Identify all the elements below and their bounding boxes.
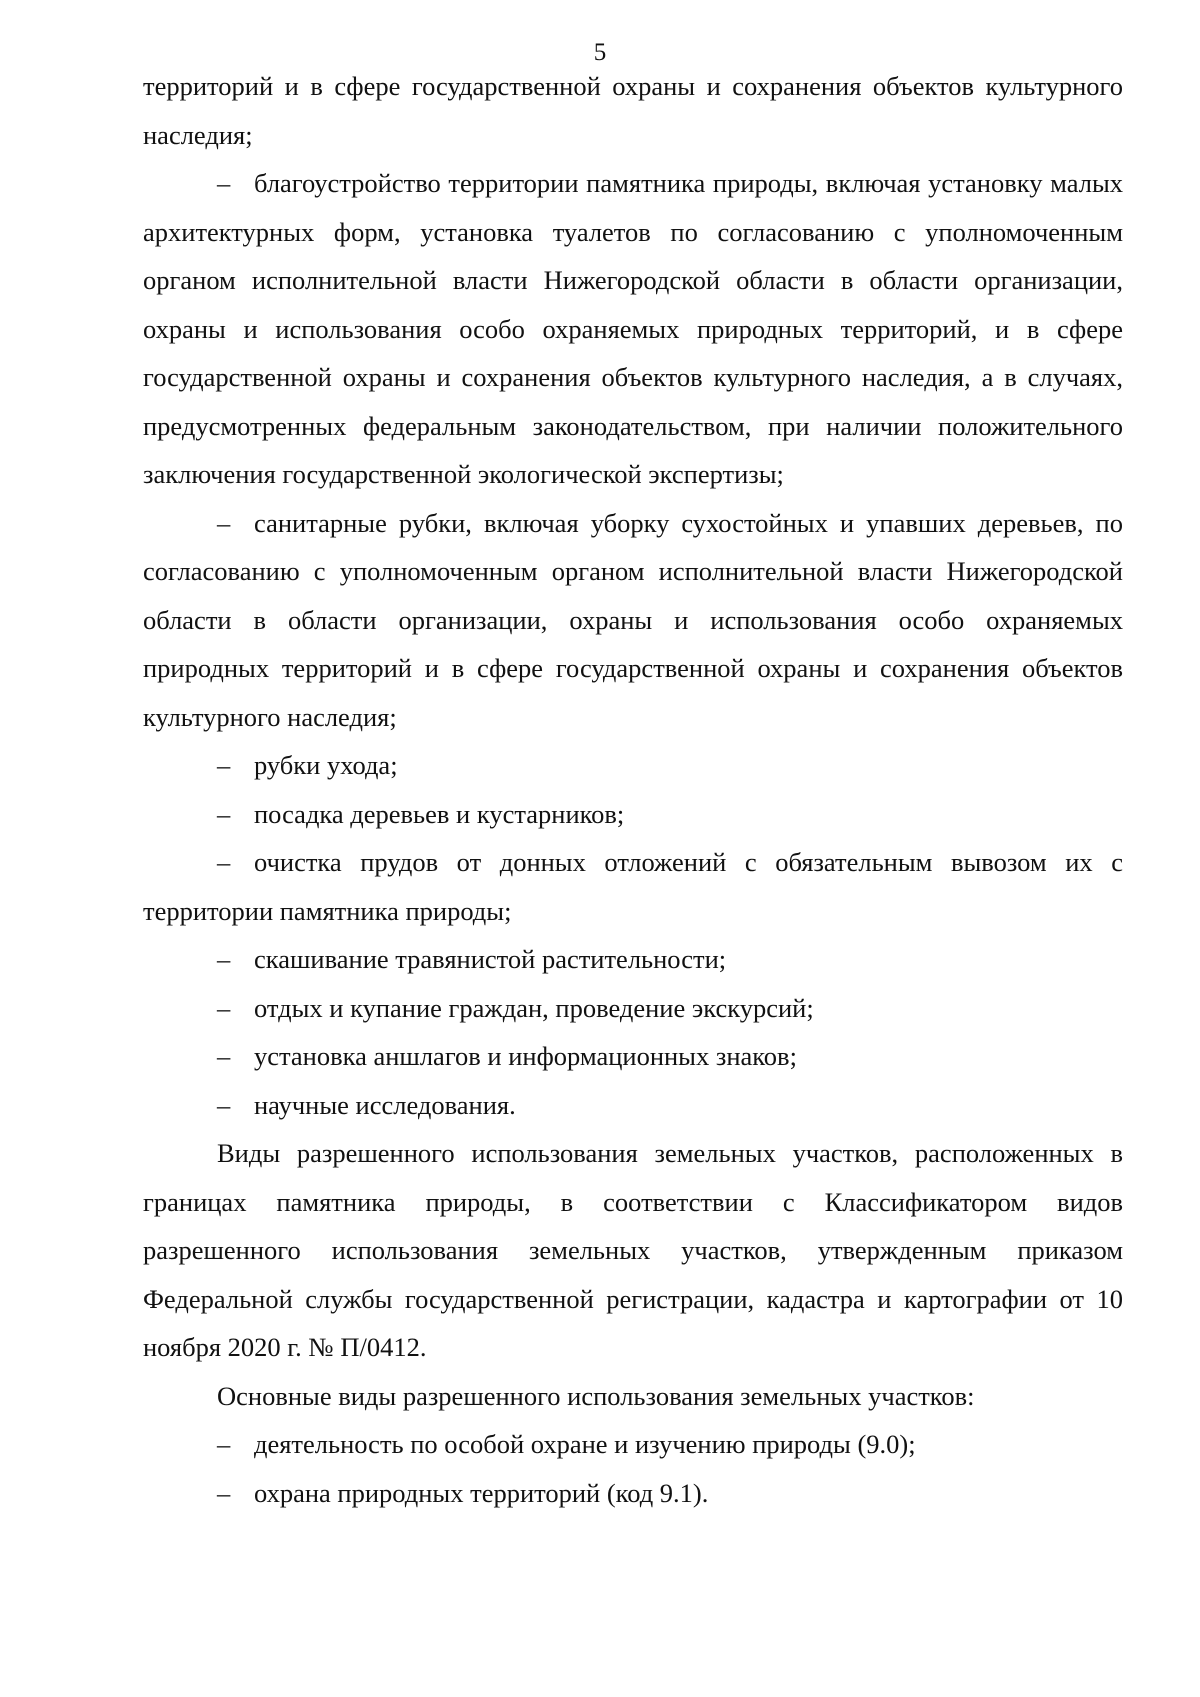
list-item	[143, 1032, 1123, 1081]
list-item-text: установка аншлагов и информационных знаков;	[254, 1041, 797, 1071]
dash-marker: –	[217, 944, 231, 974]
dash-marker: –	[217, 847, 231, 877]
list-item-text: научные исследования.	[254, 1089, 516, 1120]
list-item	[143, 159, 1123, 499]
paragraph-text: территорий и в сфере государственной охраны и сохранения объектов культурного наследия;	[143, 71, 1123, 150]
dash-marker: –	[217, 507, 231, 538]
list-item	[143, 984, 1123, 1033]
paragraph	[143, 1129, 1123, 1372]
dash-marker: –	[217, 1089, 231, 1120]
list-item	[143, 790, 1123, 839]
list-item-text: посадка деревьев и кустарников;	[254, 798, 625, 829]
dash-marker: –	[217, 168, 231, 198]
list-item-text: рубки ухода;	[254, 750, 398, 780]
list-item-text: очистка прудов от донных отложений с обязательным вывозом их с территории памятника природы;	[143, 847, 1123, 926]
dash-marker: –	[217, 1477, 231, 1508]
paragraph	[143, 1372, 1123, 1421]
dash-marker: –	[217, 1429, 231, 1459]
list-item-text: деятельность по особой охране и изучению природы (9.0);	[254, 1429, 916, 1459]
list-item	[143, 1469, 1123, 1518]
list-item-text: отдых и купание граждан, проведение экскурсий;	[254, 992, 814, 1023]
list-item	[143, 935, 1123, 984]
list-item	[143, 499, 1123, 742]
dash-marker: –	[217, 798, 231, 829]
dash-marker: –	[217, 992, 231, 1023]
dash-marker: –	[217, 750, 231, 780]
page-number: 5	[593, 39, 607, 66]
paragraph-text: Основные виды разрешенного использования земельных участков:	[217, 1380, 975, 1411]
list-item-text: санитарные рубки, включая уборку сухостойных и упавших деревьев, по согласованию с уполномоченным органом исполнительной власти Нижегородской области в области организации, охраны и использования особо охраняемых природных территорий и в сфере государственной охраны и сохранения объектов культурного наследия;	[143, 507, 1123, 732]
list-item	[143, 838, 1123, 935]
document-body	[143, 62, 1123, 1517]
dash-marker: –	[217, 1041, 231, 1071]
paragraph-text: Виды разрешенного использования земельных участков, расположенных в границах памятника природы, в соответствии с Классификатором видов разрешенного использования земельных участков, утвержденным приказом Федеральной службы государственной регистрации, кадастра и картографии от 10 ноября 2020 г. № П/0412.	[143, 1138, 1123, 1362]
paragraph-continuation	[143, 62, 1123, 159]
list-item-text: скашивание травянистой растительности;	[254, 944, 727, 974]
list-item	[143, 741, 1123, 790]
list-item	[143, 1420, 1123, 1469]
list-item	[143, 1081, 1123, 1130]
list-item-text: охрана природных территорий (код 9.1).	[254, 1477, 709, 1508]
list-item-text: благоустройство территории памятника природы, включая установку малых архитектурных форм, установка туалетов по согласованию с уполномоченным органом исполнительной власти Нижегородской области в области организации, охраны и использования особо охраняемых природных территорий, и в сфере государственной охраны и сохранения объектов культурного наследия, а в случаях, предусмотренных федеральным законодательством, при наличии положительного заключения государственной экологической экспертизы;	[143, 168, 1123, 489]
